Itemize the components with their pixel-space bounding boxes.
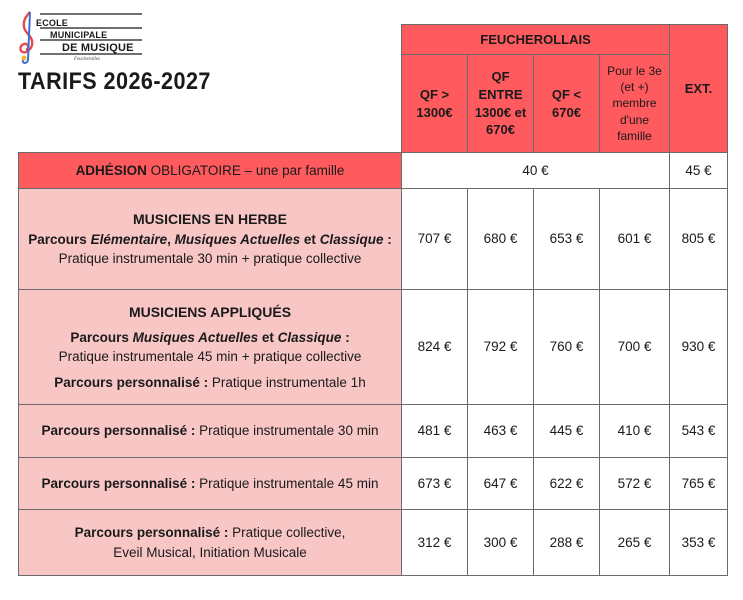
price-cell: 445 € (534, 405, 600, 458)
adhesion-price: 40 € (402, 153, 670, 189)
page-title: TARIFS 2026-2027 (18, 68, 211, 95)
header-qf-low: QF < 670€ (534, 55, 600, 153)
price-cell: 481 € (402, 405, 468, 458)
price-cell: 700 € (600, 290, 670, 405)
logo-line-3: DE MUSIQUE (62, 42, 134, 54)
pricing-table (18, 152, 728, 576)
logo-line-2: MUNICIPALE (50, 30, 108, 40)
row-detail: Pratique instrumentale 30 min + pratique collective (58, 251, 362, 267)
header-ext: EXT. (670, 25, 728, 153)
price-cell: 463 € (468, 405, 534, 458)
price-cell: 673 € (402, 458, 468, 510)
table-row-adhesion (19, 153, 728, 189)
price-cell: 792 € (468, 290, 534, 405)
price-cell: 824 € (402, 290, 468, 405)
price-cell: 622 € (534, 458, 600, 510)
price-cell: 312 € (402, 510, 468, 576)
price-cell-ext: 805 € (670, 189, 728, 290)
row-detail: Pratique instrumentale 45 min + pratique collective (58, 349, 362, 365)
header-qf-mid: QF ENTRE 1300€ et 670€ (468, 55, 534, 153)
logo-town: Feucherolles (74, 57, 100, 62)
header-third-member: Pour le 3e (et +) membre d'une famille (600, 55, 670, 153)
logo-line-1: ECOLE (36, 18, 69, 28)
price-cell-ext: 543 € (670, 405, 728, 458)
price-cell-ext: 765 € (670, 458, 728, 510)
row-heading: MUSICIENS APPLIQUÉS (128, 303, 292, 320)
table-row (19, 290, 728, 405)
price-cell: 572 € (600, 458, 670, 510)
price-cell-ext: 353 € (670, 510, 728, 576)
table-row (19, 510, 728, 576)
price-cell: 288 € (534, 510, 600, 576)
row-label: Parcours personnalisé : Pratique collective, Eveil Musical, Initiation Musicale (19, 510, 402, 576)
price-cell: 653 € (534, 189, 600, 290)
row-label: MUSICIENS APPLIQUÉS Parcours Musiques Actuelles et Classique : Pratique instrumentale 45 min + pratique collective Parcours personnalisé : Pratique instrumentale 1h (19, 290, 402, 405)
table-row (19, 458, 728, 510)
adhesion-price-ext: 45 € (670, 153, 728, 189)
adhesion-label: ADHÉSION OBLIGATOIRE – une par famille (19, 153, 402, 189)
school-logo (14, 8, 144, 68)
header-feucherollais: FEUCHEROLLAIS (402, 25, 670, 55)
row-label: Parcours personnalisé : Pratique instrumentale 45 min (19, 458, 402, 510)
pricing-header-table (401, 24, 728, 153)
price-cell: 601 € (600, 189, 670, 290)
header-qf-high: QF > 1300€ (402, 55, 468, 153)
price-cell: 265 € (600, 510, 670, 576)
price-cell: 707 € (402, 189, 468, 290)
table-row (19, 405, 728, 458)
row-label: MUSICIENS EN HERBE Parcours Elémentaire, Musiques Actuelles et Classique : Pratique instrumentale 30 min + pratique collective (19, 189, 402, 290)
price-cell: 680 € (468, 189, 534, 290)
price-cell: 760 € (534, 290, 600, 405)
price-cell: 647 € (468, 458, 534, 510)
price-cell: 300 € (468, 510, 534, 576)
price-cell-ext: 930 € (670, 290, 728, 405)
row-heading: MUSICIENS EN HERBE (132, 211, 288, 228)
price-cell: 410 € (600, 405, 670, 458)
table-row (19, 189, 728, 290)
row-label: Parcours personnalisé : Pratique instrumentale 30 min (19, 405, 402, 458)
